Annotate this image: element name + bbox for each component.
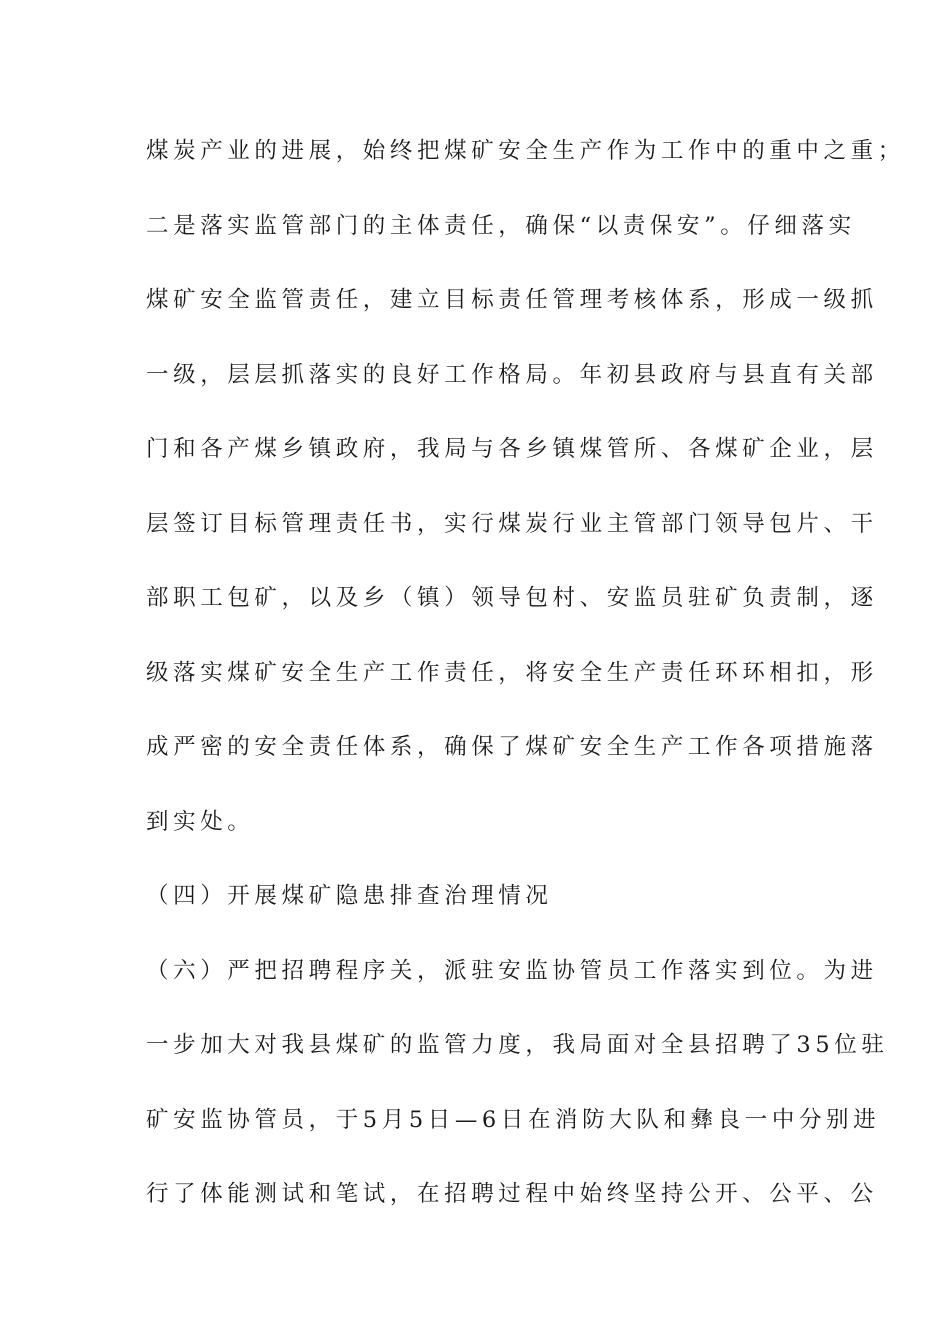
text-line: 矿安监协管员，于5月5日—6日在消防大队和彝良一中分别进	[146, 1106, 881, 1133]
text-line: 门和各产煤乡镇政府，我局与各乡镇煤管所、各煤矿企业，层	[146, 436, 878, 462]
text-line: 成严密的安全责任体系，确保了煤矿安全生产工作各项措施落	[146, 734, 878, 760]
text-line: （六）严把招聘程序关，派驻安监协管员工作落实到位。为进	[146, 957, 878, 984]
text-line: 一级，层层抓落实的良好工作格局。年初县政府与县直有关部	[146, 361, 878, 388]
body-text	[146, 126, 905, 1244]
text-line: 到实处。	[146, 808, 255, 835]
text-line: 行了体能测试和笔试，在招聘过程中始终坚持公开、公平、公	[146, 1181, 878, 1207]
text-line: 煤矿安全监管责任，建立目标责任管理考核体系，形成一级抓	[146, 287, 878, 313]
text-line: 部职工包矿，以及乡（镇）领导包村、安监员驻矿负责制，逐	[146, 585, 878, 611]
section-heading: （四）开展煤矿隐患排查治理情况	[146, 883, 553, 909]
text-line: 二是落实监管部门的主体责任，确保“以责保安”。仔细落实	[146, 212, 856, 239]
text-line: 级落实煤矿安全生产工作责任，将安全生产责任环环相扣，形	[146, 659, 878, 686]
text-line: 煤炭产业的进展，始终把煤矿安全生产作为工作中的重中之重；	[146, 138, 905, 164]
text-line: 一步加大对我县煤矿的监管力度，我局面对全县招聘了35位驻	[146, 1032, 889, 1058]
text-line: 层签订目标管理责任书，实行煤炭行业主管部门领导包片、干	[146, 510, 878, 537]
